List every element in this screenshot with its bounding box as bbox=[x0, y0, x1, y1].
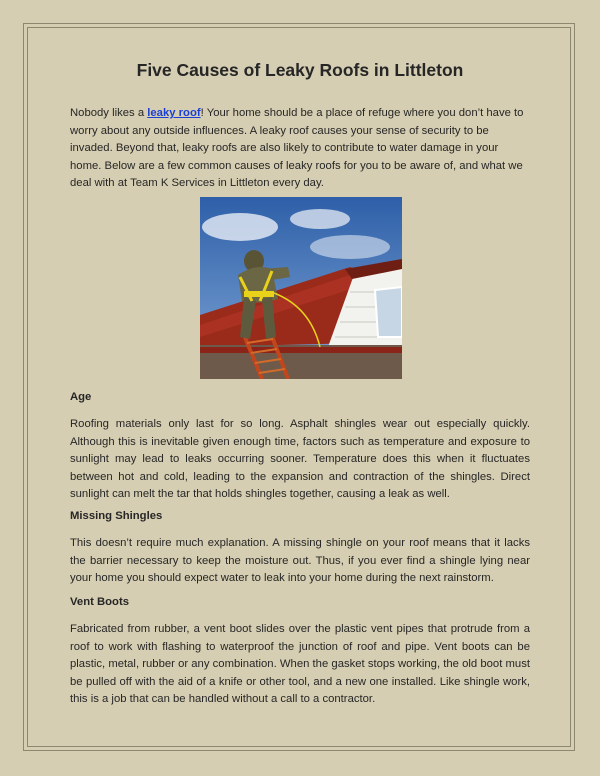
section-heading-vent-boots: Vent Boots bbox=[70, 596, 129, 608]
section-body-missing-shingles: This doesn’t require much explanation. A missing shingle on your roof means that it lacks the barrier necessary to keep the moisture out. Thus, if you ever find a shingle lying near your home you should expect water to leak into your home during the next rainstorm. bbox=[70, 537, 530, 584]
page-title: Five Causes of Leaky Roofs in Littleton bbox=[136, 60, 464, 80]
roofer-photo bbox=[200, 197, 402, 379]
section-body-vent-boots: Fabricated from rubber, a vent boot slides over the plastic vent pipes that protrude from a roof to work with flashing to waterproof the junction of roof and pipe. Vent boots can be plastic, metal, rubber or any combination. When the gasket stops working, the old boot must be pulled off with the aid of a knife or other tool, and a new one installed. Like shingle work, this is a job that can be handled without a call to a contractor. bbox=[70, 623, 530, 705]
leaky-roof-link[interactable]: leaky roof bbox=[147, 107, 201, 119]
intro-paragraph bbox=[70, 105, 530, 193]
intro-text-before: Nobody likes a bbox=[70, 107, 148, 119]
section-heading-age: Age bbox=[70, 391, 92, 403]
section-body-age: Roofing materials only last for so long. Asphalt shingles wear out especially quickly. Although this is inevitable given enough time, factors such as temperature and exposure to sunlight may lead to leaks occurring sooner. Temperature does this when it fluctuates between hot and cold, leading to the expansion and contraction of the shingles. Direct sunlight can melt the tar that holds shingles together, causing a leak as well. bbox=[70, 418, 530, 500]
intro-text-after: ! Your home should be a place of refuge where you don’t have to worry about any outside influences. A leaky roof causes your sense of security to be invaded. Beyond that, leaky roofs are also likely to contribute to water damage in your home. Below are a few common causes of leaky roofs for you to be aware of, and what we deal with at Team K Services in Littleton every day. bbox=[70, 107, 524, 189]
section-heading-missing-shingles: Missing Shingles bbox=[70, 510, 163, 522]
